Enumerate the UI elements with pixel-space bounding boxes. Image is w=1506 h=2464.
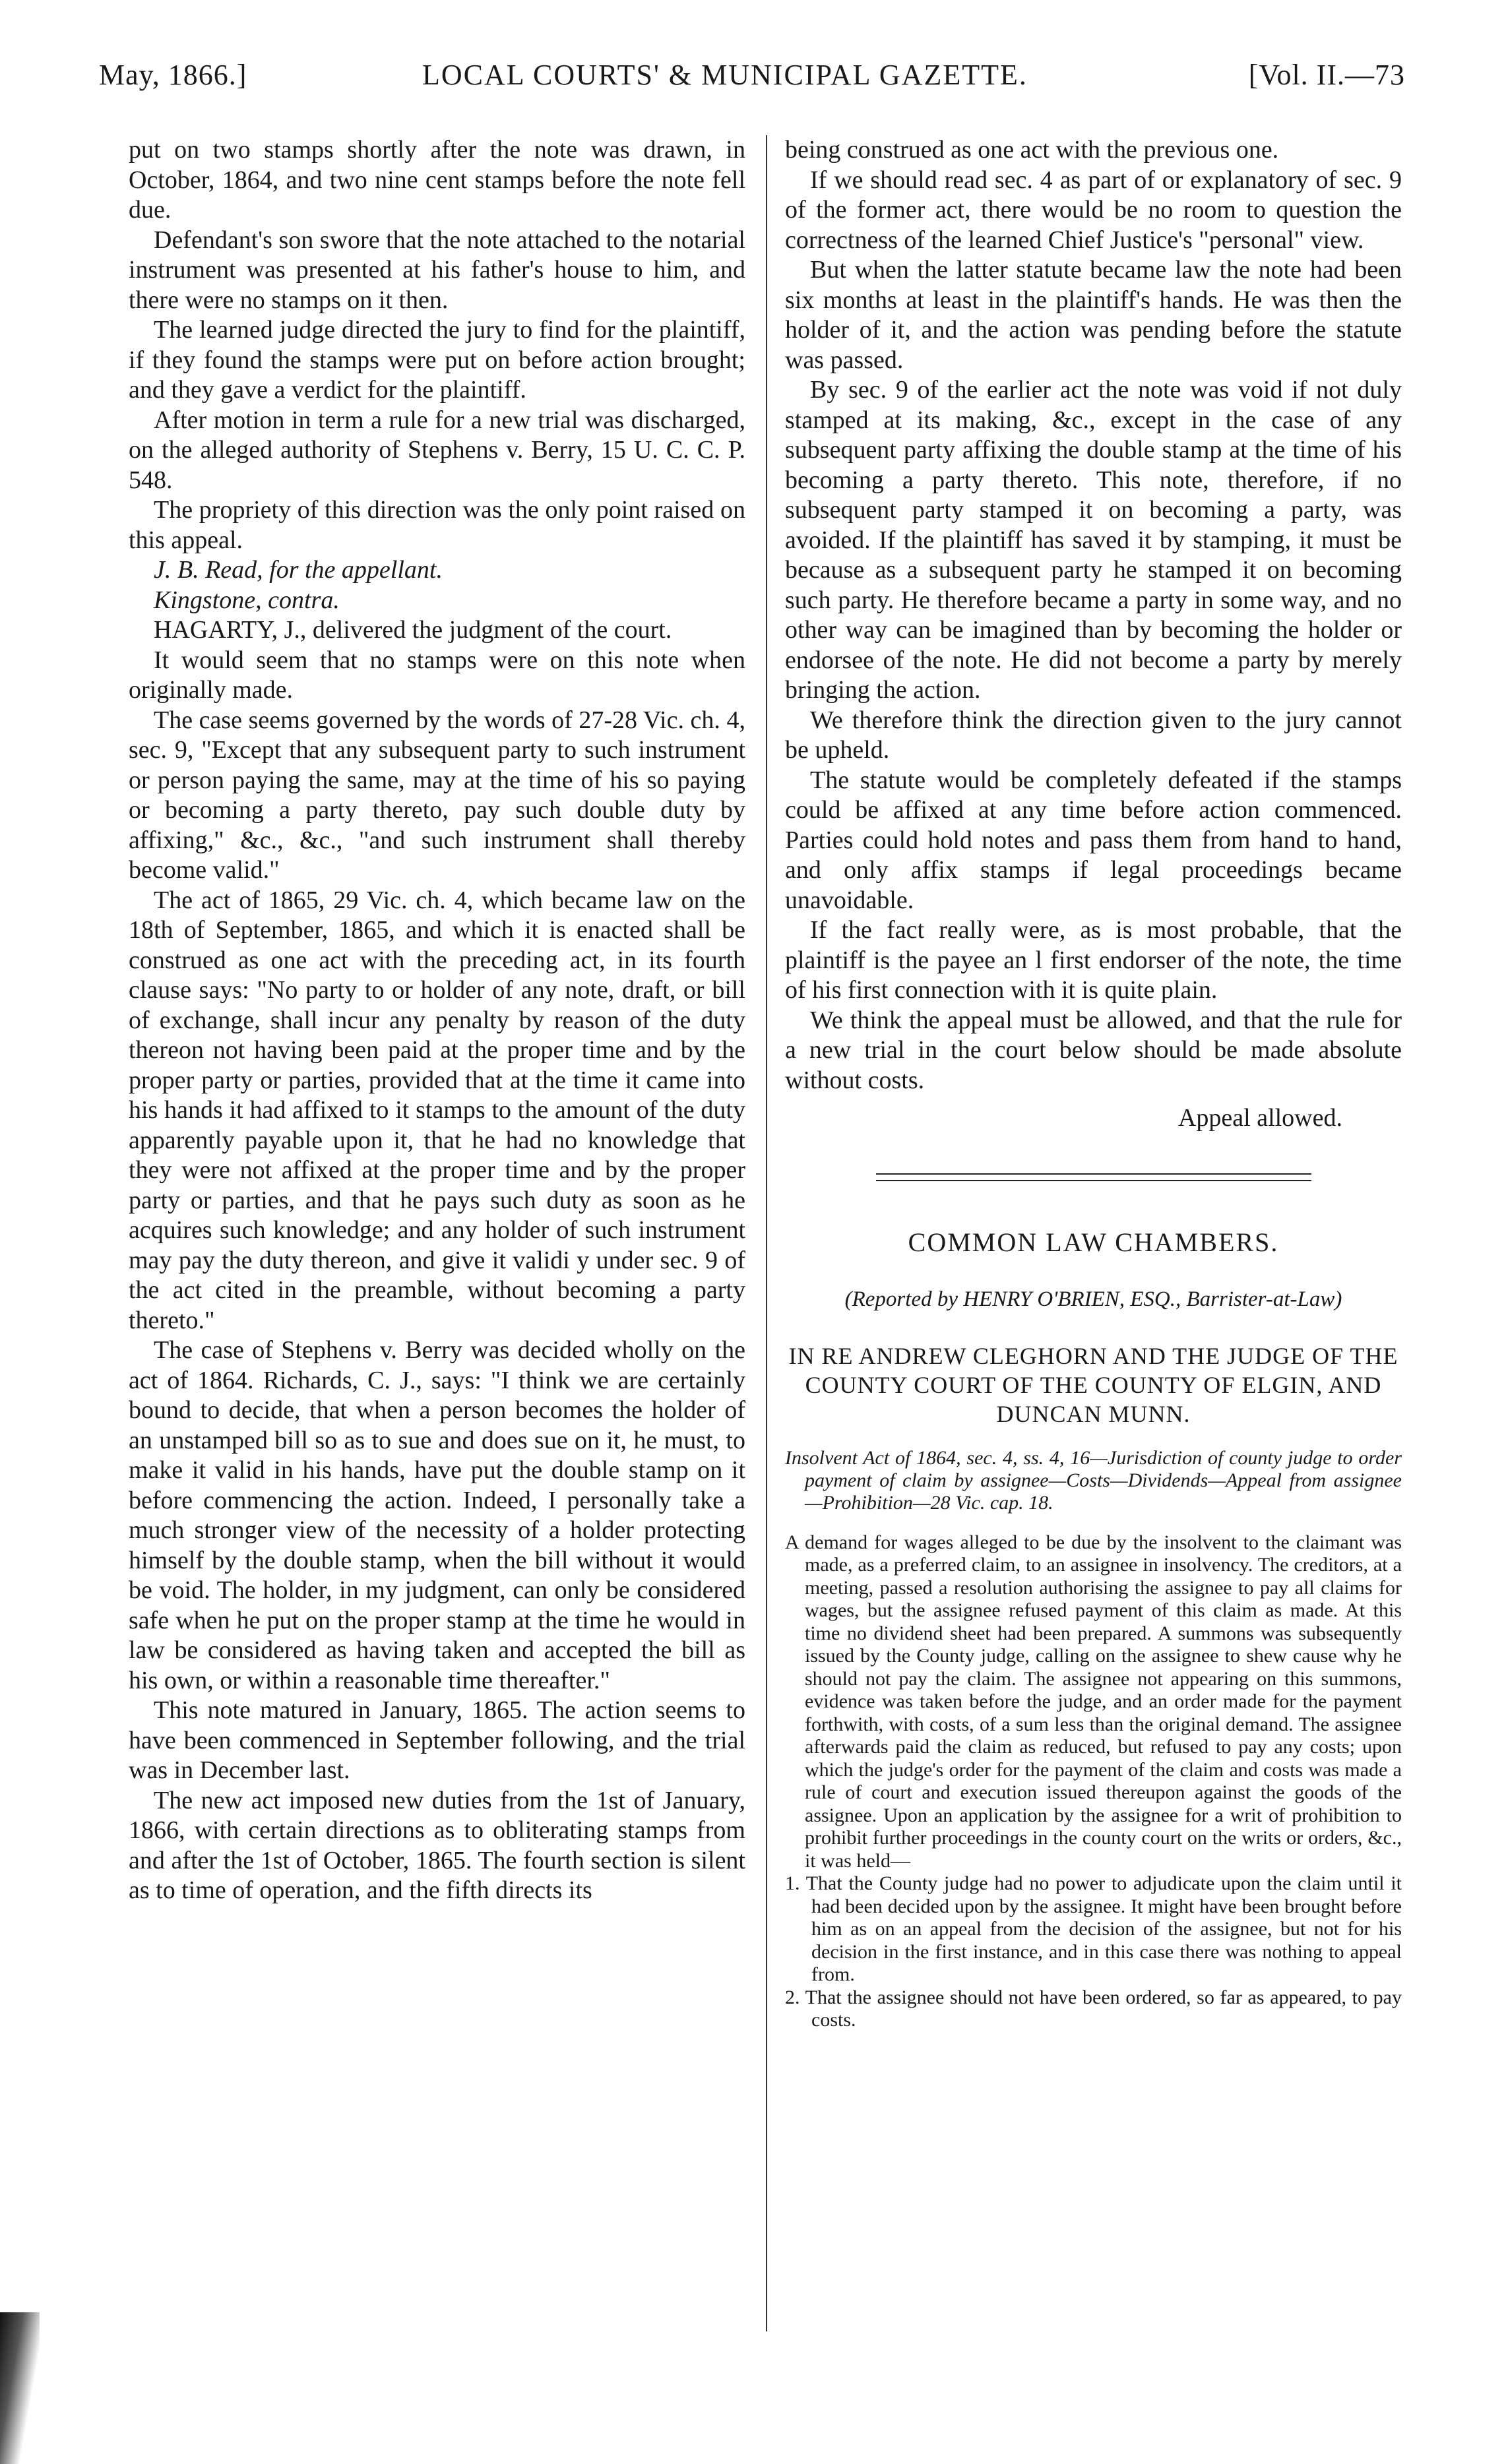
- paragraph: This note matured in January, 1865. The action seems to have been commenced in September following, and the trial was in December last.: [129, 1696, 745, 1784]
- paragraph: If we should read sec. 4 as part of or explanatory of sec. 9 of the former act, there would be no room to question the correctness of the learned Chief Justice's "personal" view.: [785, 166, 1402, 254]
- right-column: [785, 135, 1402, 2032]
- holding-item: 2. That the assignee should not have been ordered, so far as appeared, to pay costs.: [785, 1986, 1402, 2031]
- section-heading: COMMON LAW CHAMBERS.: [908, 1227, 1279, 1257]
- paragraph: being construed as one act with the previous one.: [785, 136, 1279, 164]
- closing-line: Appeal allowed.: [1177, 1104, 1342, 1132]
- headnote: Insolvent Act of 1864, sec. 4, ss. 4, 16—Jurisdiction of county judge to order payment of claim by assignee—Costs—Dividends—Appeal from assignee—Prohibition—28 Vic. cap. 18.: [785, 1446, 1402, 1514]
- counsel-line: Kingstone, contra.: [154, 586, 340, 614]
- paragraph: put on two stamps shortly after the note was drawn, in October, 1864, and two nine cent stamps before the note fell due.: [129, 136, 745, 224]
- header-title: LOCAL COURTS' & MUNICIPAL GAZETTE.: [422, 59, 1028, 91]
- header-volume: [Vol. II.—73: [1248, 59, 1405, 91]
- holding-item: 1. That the County judge had no power to adjudicate upon the claim until it had been decided upon by the assignee. It might have been brought before him as on an appeal from the decision of the assignee, but not for his decision in the first instance, and in this case there was nothing to appeal from.: [785, 1872, 1402, 1985]
- case-title: IN RE ANDREW CLEGHORN AND THE JUDGE OF THE COUNTY COURT OF THE COUNTY OF ELGIN, AND DUNCAN MUNN.: [788, 1342, 1398, 1427]
- page-header: [99, 53, 1405, 112]
- paragraph: We therefore think the direction given to the jury cannot be upheld.: [785, 706, 1402, 764]
- column-divider: [766, 135, 767, 2331]
- paragraph: Defendant's son swore that the note attached to the notarial instrument was presented at his father's house to him, and there were no stamps on it then.: [129, 226, 745, 314]
- paragraph: The case seems governed by the words of 27-28 Vic. ch. 4, sec. 9, "Except that any subsequent party to such instrument or person paying the same, may at the time of his so paying or becoming a party thereto, pay such double duty by affixing," &c., &c., "and such instrument shall thereby become valid.": [129, 706, 745, 884]
- scan-edge-mark: [0, 2312, 40, 2464]
- paragraph: It would seem that no stamps were on this note when originally made.: [129, 646, 745, 704]
- judge-line: HAGARTY, J., delivered the judgment of the court.: [154, 616, 672, 644]
- paragraph: By sec. 9 of the earlier act the note was void if not duly stamped at its making, &c., except in the case of any subsequent party affixing the double stamp at the time of his becoming a party thereto. This note, therefore, if no subsequent party stamped it on becoming a party, was avoided. If the plaintiff has saved it by stamping, it must be because as a subsequent party he stamped it on becoming such party. He therefore became a party in some way, and no other way can be imagined than by becoming the holder or endorsee of the note. He did not become a party by merely bringing the action.: [785, 376, 1402, 704]
- paragraph: But when the latter statute became law the note had been six months at least in the plaintiff's hands. He was then the holder of it, and the action was pending before the statute was passed.: [785, 256, 1402, 374]
- holdings-list: [785, 1872, 1402, 2032]
- paragraph: We think the appeal must be allowed, and that the rule for a new trial in the court below should be made absolute without costs.: [785, 1006, 1402, 1094]
- section-rule: [876, 1180, 1311, 1181]
- case-summary: [785, 1531, 1402, 2032]
- section-rule: [876, 1173, 1311, 1175]
- paragraph: The case of Stephens v. Berry was decided wholly on the act of 1864. Richards, C. J., says: "I think we are certainly bound to decide, that when a person becomes the holder of an unstamped bill so as to sue and does sue on it, he must, to make it valid in his hands, have put the double stamp on it before commencing the action. Indeed, I personally take a much stronger view of the necessity of a holder protecting himself by the double stamp, when the bill without it would be void. The holder, in my judgment, can only be considered safe when he put on the proper stamp at the time he would in law be considered as having taken and accepted the bill as his own, or within a reasonable time thereafter.": [129, 1336, 745, 1694]
- header-date: May, 1866.]: [99, 59, 247, 91]
- paragraph: If the fact really were, as is most probable, that the plaintiff is the payee an l first endorser of the note, the time of his first connection with it is quite plain.: [785, 916, 1402, 1004]
- paragraph: The act of 1865, 29 Vic. ch. 4, which became law on the 18th of September, 1865, and which it is enacted shall be construed as one act with the preceding act, in its fourth clause says: "No party to or holder of any note, draft, or bill of exchange, shall incur any penalty by reason of the duty thereon not having been paid at the proper time and by the proper party or parties, provided that at the time it came into his hands it had affixed to it stamps to the amount of the duty apparently payable upon it, that he had no knowledge that they were not affixed at the proper time and by the proper party or parties, and that he pays such duty as soon as he acquires such knowledge; and any holder of such instrument may pay the duty thereon, and give it validi y under sec. 9 of the act cited in the preamble, without becoming a party thereto.": [129, 886, 745, 1334]
- paragraph: The learned judge directed the jury to find for the plaintiff, if they found the stamps were put on before action brought; and they gave a verdict for the plaintiff.: [129, 316, 745, 404]
- summary-text: A demand for wages alleged to be due by the insolvent to the claimant was made, as a preferred claim, to an assignee in insolvency. The creditors, at a meeting, passed a resolution authorising the assignee to pay all claims for wages, but the assignee refused payment of this claim as made. At this time no dividend sheet had been prepared. A summons was subsequently issued by the County judge, calling on the assignee to shew cause why he should not pay the claim. The assignee not appearing on this summons, evidence was taken before the judge, and an order made for the payment forthwith, with costs, of a sum less than the original demand. The assignee afterwards paid the claim as reduced, but refused to pay any costs; upon which the judge's order for the payment of the claim and costs was made a rule of court and execution issued thereupon against the goods of the assignee. Upon an application by the assignee for a writ of prohibition to prohibit further proceedings in the county court on the writs or orders, &c., it was held—: [785, 1531, 1402, 1872]
- paragraph: The new act imposed new duties from the 1st of January, 1866, with certain directions as to obliterating stamps from and after the 1st of October, 1865. The fourth section is silent as to time of operation, and the fifth directs its: [129, 1786, 745, 1904]
- reporter-line: (Reported by HENRY O'BRIEN, ESQ., Barrister-at-Law): [844, 1287, 1342, 1311]
- paragraph: The statute would be completely defeated if the stamps could be affixed at any time before action commenced. Parties could hold notes and pass them from hand to hand, and only affix stamps if legal proceedings became unavoidable.: [785, 766, 1402, 914]
- left-column: [129, 135, 745, 1906]
- paragraph: The propriety of this direction was the only point raised on this appeal.: [129, 496, 745, 554]
- counsel-line: J. B. Read, for the appellant.: [154, 556, 443, 584]
- paragraph: After motion in term a rule for a new trial was discharged, on the alleged authority of Stephens v. Berry, 15 U. C. C. P. 548.: [129, 406, 745, 494]
